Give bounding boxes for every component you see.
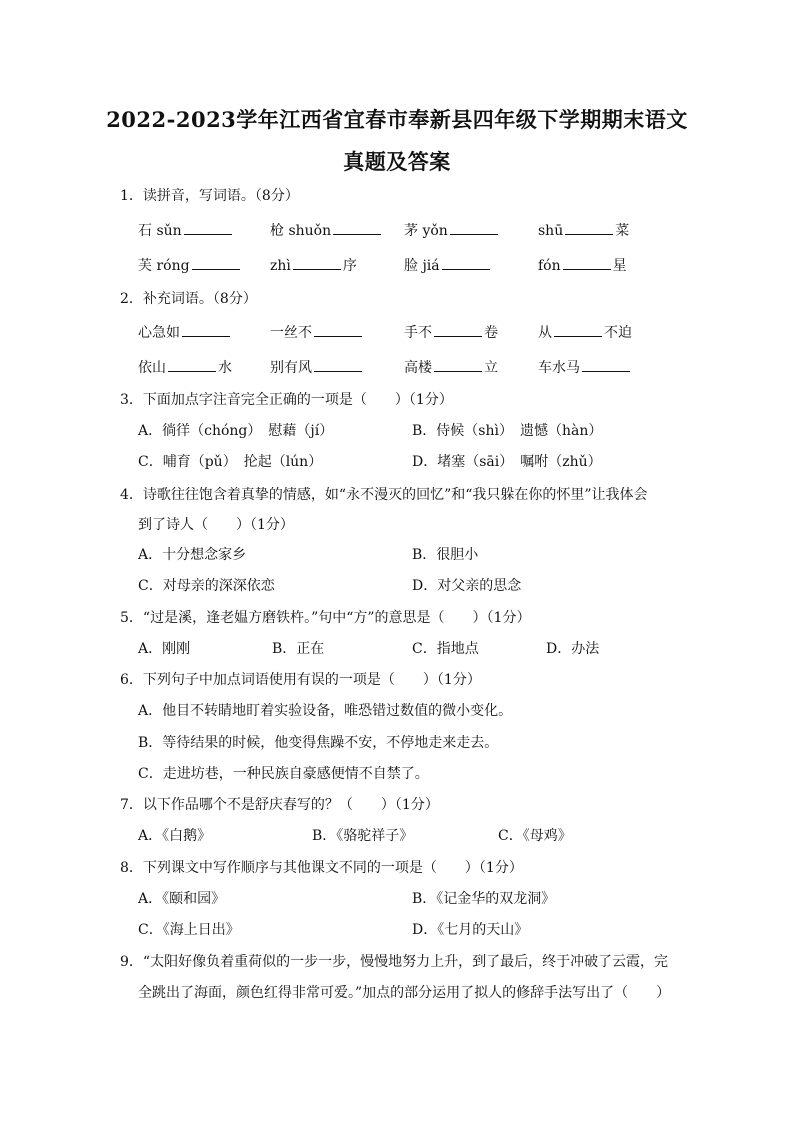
answer-blank[interactable]: [192, 255, 240, 270]
q5-option-b[interactable]: B．正在: [272, 641, 325, 657]
q1-pinyin: 芙 róng: [138, 258, 190, 274]
q8-option-c[interactable]: C．《海上日出》: [138, 922, 240, 938]
q4-stem-line2: 到了诗人（ ）（1分）: [138, 517, 294, 533]
q2-item: [270, 322, 364, 343]
q1-item: [270, 220, 383, 241]
answer-blank[interactable]: [563, 255, 611, 270]
q1-pinyin: 茅 yǒn: [404, 223, 448, 239]
answer-blank[interactable]: [168, 357, 216, 372]
q5-option-d[interactable]: D．办法: [546, 641, 600, 657]
q7-option-a[interactable]: A．《白鹅》: [138, 828, 212, 844]
q3-option-c[interactable]: C．哺育（pǔ） 抡起（lún）: [138, 454, 323, 470]
q2-suffix: 卷: [484, 325, 498, 341]
q6-option-a[interactable]: A．他目不转睛地盯着实验设备，唯恐错过数值的微小变化。: [138, 703, 513, 719]
q1-pinyin: fón: [538, 258, 561, 274]
q1-item: [138, 255, 242, 276]
q5-stem: 5．“过是溪，逢老媪方磨铁杵。”句中“方”的意思是（ ）（1分）: [120, 610, 531, 626]
q3-option-a[interactable]: A．徜徉（chóng） 慰藉（jí）: [138, 423, 334, 439]
q1-item: [404, 255, 492, 276]
q5-option-c[interactable]: C．指地点: [412, 641, 479, 657]
q2-stem: 2．补充词语。（8分）: [120, 291, 257, 307]
q7-stem: 7．以下作品哪个不是舒庆春写的？（ ）（1分）: [120, 797, 439, 813]
q1-pinyin: shū: [538, 223, 564, 239]
q1-item: [538, 255, 627, 276]
q1-pinyin: zhì: [270, 258, 291, 274]
q1-item: [138, 220, 234, 241]
q2-prefix: 车水马: [538, 360, 580, 376]
q4-stem-line1: 4．诗歌往往饱含着真挚的情感，如“永不漫灭的回忆”和“我只躲在你的怀里”让我体会: [120, 487, 648, 503]
q1-item: [538, 220, 629, 241]
answer-blank[interactable]: [434, 357, 482, 372]
q1-suffix: 星: [612, 258, 627, 274]
q8-option-b[interactable]: B．《记金华的双龙洞》: [412, 891, 556, 907]
q4-option-d[interactable]: D．对父亲的思念: [412, 578, 522, 594]
q1-suffix: 序: [342, 258, 357, 274]
answer-blank[interactable]: [582, 357, 630, 372]
answer-blank[interactable]: [333, 220, 381, 235]
q9-stem-line1: 9．“太阳好像负着重荷似的一步一步，慢慢地努力上升，到了最后，终于冲破了云霞，完: [120, 954, 669, 970]
q5-option-a[interactable]: A．刚刚: [138, 641, 191, 657]
q2-prefix: 依山: [138, 360, 166, 376]
q2-prefix: 一丝不: [270, 325, 312, 341]
q2-prefix: 别有风: [270, 360, 312, 376]
answer-blank[interactable]: [442, 255, 490, 270]
q1-item: [404, 220, 500, 241]
q2-suffix: 立: [484, 360, 498, 376]
document-title-line1: 2022-2023学年江西省宜春市奉新县四年级下学期期末语文: [106, 107, 688, 132]
q2-prefix: 心急如: [138, 325, 180, 341]
q2-suffix: 水: [218, 360, 232, 376]
q9-stem-line2: 全跳出了海面，颜色红得非常可爱。”加点的部分运用了拟人的修辞手法写出了（ ）: [138, 985, 671, 1001]
q1-suffix: 菜: [615, 223, 630, 239]
q2-item: [404, 357, 498, 378]
q1-pinyin: 枪 shuǒn: [270, 223, 332, 239]
q3-option-b[interactable]: B．侍候（shì） 遗憾（hàn）: [412, 423, 603, 439]
q8-option-a[interactable]: A．《颐和园》: [138, 891, 226, 907]
q2-item: [138, 322, 232, 343]
answer-blank[interactable]: [293, 255, 341, 270]
q2-item: [270, 357, 364, 378]
q1-item: [270, 255, 357, 276]
q2-suffix: 不迫: [604, 325, 632, 341]
q2-prefix: 从: [538, 325, 552, 341]
q6-stem: 6．下列句子中加点词语使用有误的一项是（ ）（1分）: [120, 672, 481, 688]
document-title-line2: 真题及答案: [343, 149, 451, 174]
q2-prefix: 手不: [404, 325, 432, 341]
q7-option-b[interactable]: B．《骆驼祥子》: [312, 828, 414, 844]
answer-blank[interactable]: [565, 220, 613, 235]
q7-option-c[interactable]: C．《母鸡》: [498, 828, 572, 844]
q2-item: [538, 357, 632, 378]
q6-option-b[interactable]: B．等待结果的时候，他变得焦躁不安，不停地走来走去。: [138, 735, 499, 751]
q2-prefix: 高楼: [404, 360, 432, 376]
q3-option-d[interactable]: D．堵塞（sāi） 嘱咐（zhǔ）: [412, 454, 602, 470]
q1-pinyin: 脸 jiá: [404, 258, 440, 274]
q2-item: [138, 357, 232, 378]
answer-blank[interactable]: [450, 220, 498, 235]
q1-pinyin: 石 sǔn: [138, 223, 182, 239]
answer-blank[interactable]: [182, 322, 230, 337]
q2-item: [404, 322, 498, 343]
q8-stem: 8．下列课文中写作顺序与其他课文不同的一项是（ ）（1分）: [120, 860, 523, 876]
q3-stem: 3．下面加点字注音完全正确的一项是（ ）（1分）: [120, 392, 453, 408]
q4-option-a[interactable]: A．十分想念家乡: [138, 547, 247, 563]
answer-blank[interactable]: [554, 322, 602, 337]
q4-option-c[interactable]: C．对母亲的深深依恋: [138, 578, 275, 594]
answer-blank[interactable]: [434, 322, 482, 337]
answer-blank[interactable]: [314, 322, 362, 337]
q6-option-c[interactable]: C．走进坊巷，一种民族自豪感便情不自禁了。: [138, 766, 429, 782]
q4-option-b[interactable]: B．很胆小: [412, 547, 479, 563]
q1-stem: 1．读拼音，写词语。（8分）: [120, 188, 299, 204]
answer-blank[interactable]: [314, 357, 362, 372]
answer-blank[interactable]: [184, 220, 232, 235]
q2-item: [538, 322, 632, 343]
q8-option-d[interactable]: D．《七月的天山》: [412, 922, 529, 938]
